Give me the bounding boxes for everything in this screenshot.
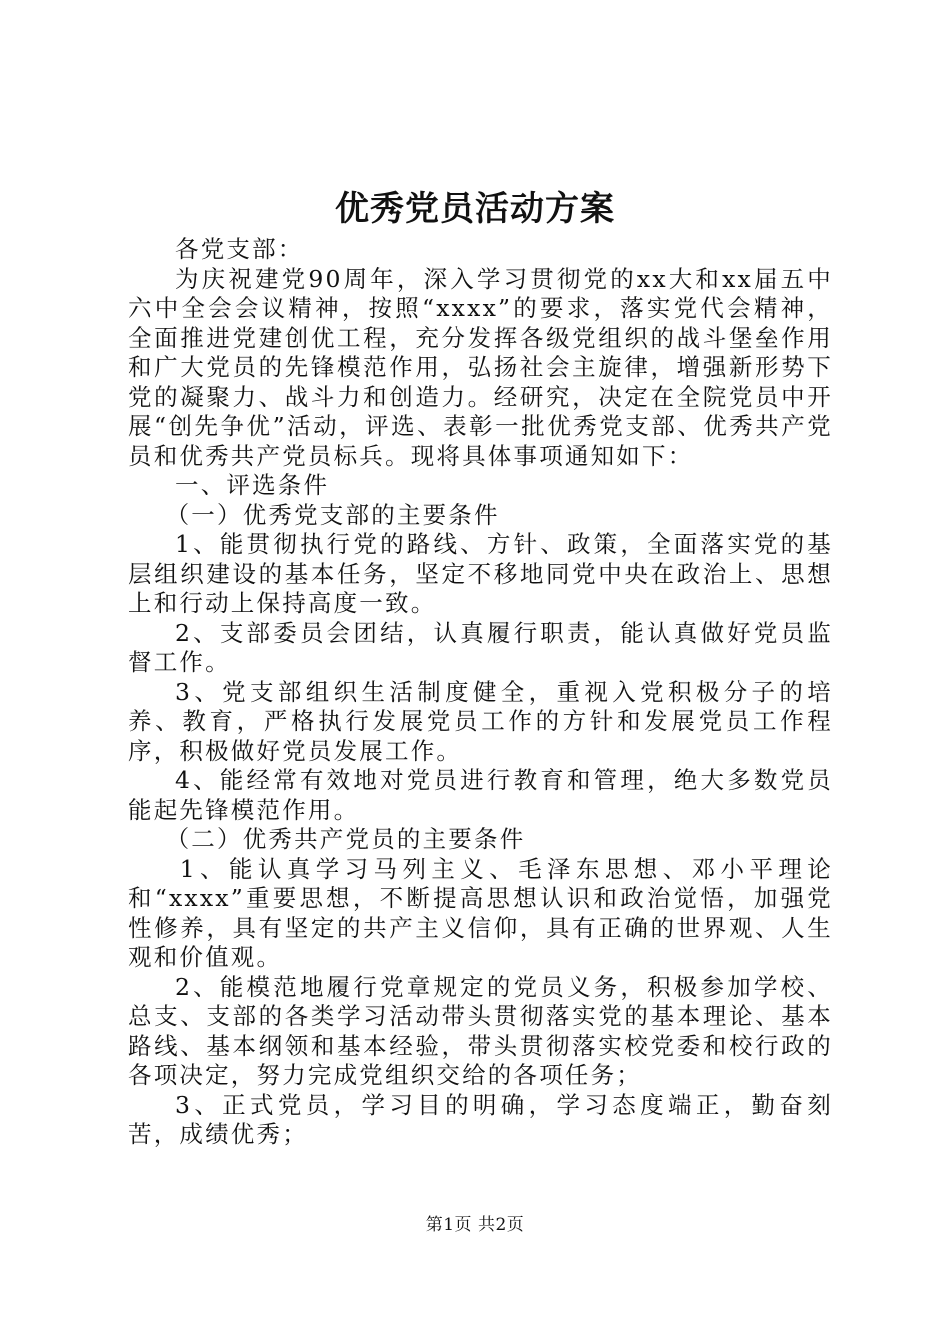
salutation: 各党支部： [175, 235, 304, 263]
subsection-heading-branch: （一）优秀党支部的主要条件 [165, 500, 500, 529]
branch-criterion-1: 1、能贯彻执行党的路线、方针、政策，全面落实党的基层组织建设的基本任务，坚定不移地同党中央在政治上、思想上和行动上保持高度一致。 [128, 530, 833, 617]
member-criterion-2: 2、能模范地履行党章规定的党员义务，积极参加学校、总支、支部的各类学习活动带头贯彻落实党的基本理论、基本路线、基本纲领和基本经验，带头贯彻落实校党委和校行政的各项决定，努力完成党组织交给的各项任务； [128, 972, 833, 1089]
page-number-footer: 第1页 共2页 [425, 1215, 525, 1235]
member-criterion-3: 3、正式党员，学习目的明确，学习态度端正，勤奋刻苦，成绩优秀； [128, 1090, 833, 1148]
intro-paragraph: 为庆祝建党90周年，深入学习贯彻党的xx大和xx届五中六中全会会议精神，按照“xxxx”的要求，落实党代会精神，全面推进党建创优工程，充分发挥各级党组织的战斗堡垒作用和广大党员的先锋模范作用，弘扬社会主旋律，增强新形势下党的凝聚力、战斗力和创造力。经研究，决定在全院党员中开展“创先争优”活动，评选、表彰一批优秀党支部、优秀共产党员和优秀共产党员标兵。现将具体事项通知如下： [128, 264, 833, 470]
section-heading-criteria: 一、评选条件 [175, 471, 330, 499]
branch-criterion-2: 2、支部委员会团结，认真履行职责，能认真做好党员监督工作。 [128, 618, 833, 676]
subsection-heading-member: （二）优秀共产党员的主要条件 [165, 825, 526, 853]
document-title: 优秀党员活动方案 [335, 189, 615, 229]
branch-criterion-4: 4、能经常有效地对党员进行教育和管理，绝大多数党员能起先锋模范作用。 [128, 766, 833, 824]
branch-criterion-3: 3、党支部组织生活制度健全，重视入党积极分子的培养、教育，严格执行发展党员工作的方针和发展党员工作程序，积极做好党员发展工作。 [128, 677, 833, 765]
member-criterion-1: 1、能认真学习马列主义、毛泽东思想、邓小平理论和“xxxx”重要思想，不断提高思想认识和政治觉悟，加强党性修养，具有坚定的共产主义信仰，具有正确的世界观、人生观和价值观。 [128, 854, 833, 971]
document-body [128, 235, 833, 1150]
